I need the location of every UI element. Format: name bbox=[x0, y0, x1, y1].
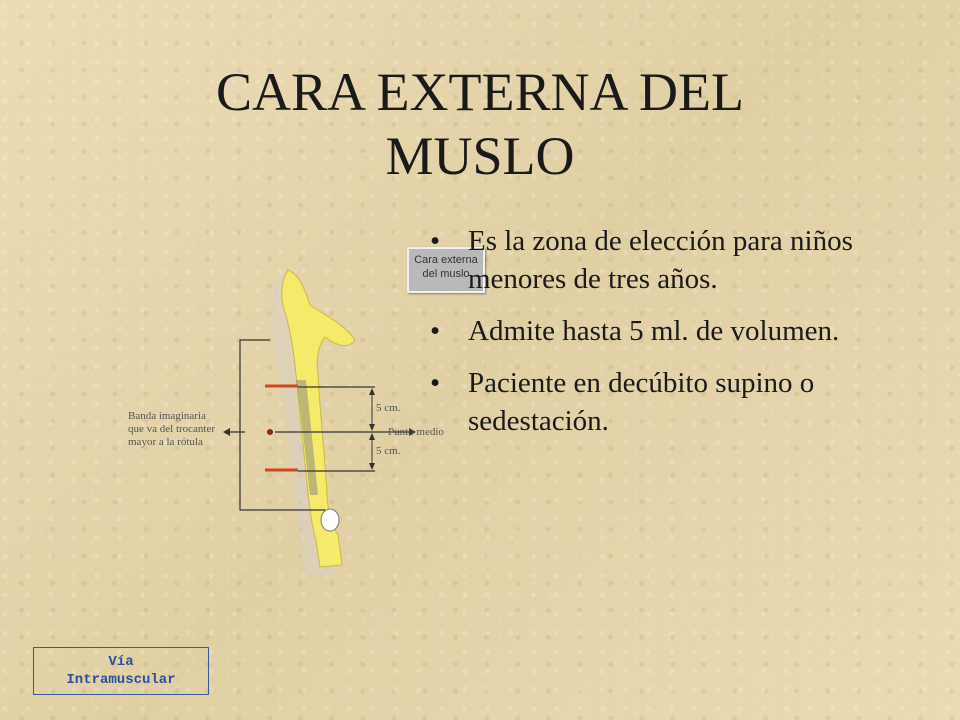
dim-top-arrow-2 bbox=[369, 424, 375, 431]
via-intramuscular-link[interactable] bbox=[33, 647, 209, 695]
nav-line-1: Vía bbox=[108, 654, 134, 670]
midpoint-label: Punto medio bbox=[388, 426, 444, 438]
band-label bbox=[128, 410, 223, 449]
dist-top-label: 5 cm. bbox=[376, 402, 401, 414]
badge-line-2: del muslo bbox=[422, 268, 470, 280]
slide-title bbox=[0, 60, 960, 188]
knee-patella bbox=[321, 509, 339, 531]
band-label-line-3: mayor a la rótula bbox=[128, 436, 203, 448]
badge-line-1: Cara externa bbox=[414, 254, 478, 266]
dist-bottom-label: 5 cm. bbox=[376, 445, 401, 457]
band-label-line-2: que va del trocanter bbox=[128, 423, 216, 435]
bullet-item: • Es la zona de elección para niños menores de tres años. bbox=[430, 222, 890, 298]
bullet-item: • Admite hasta 5 ml. de volumen. bbox=[430, 312, 890, 350]
title-line-2: MUSLO bbox=[385, 126, 575, 186]
thigh-diagram bbox=[120, 245, 444, 585]
left-arrow-head bbox=[223, 428, 230, 436]
midpoint-dot bbox=[267, 429, 273, 435]
bullet-item: • Paciente en decúbito supino o sedestación. bbox=[430, 364, 890, 440]
dim-top-arrow bbox=[369, 388, 375, 395]
band-label-line-1: Banda imaginaria bbox=[128, 410, 206, 422]
nav-line-2: Intramuscular bbox=[66, 672, 176, 688]
bullet-list bbox=[430, 222, 890, 454]
title-line-1: CARA EXTERNA DEL bbox=[215, 62, 744, 122]
dim-bottom-arrow-2 bbox=[369, 463, 375, 470]
dim-bottom-arrow bbox=[369, 433, 375, 440]
